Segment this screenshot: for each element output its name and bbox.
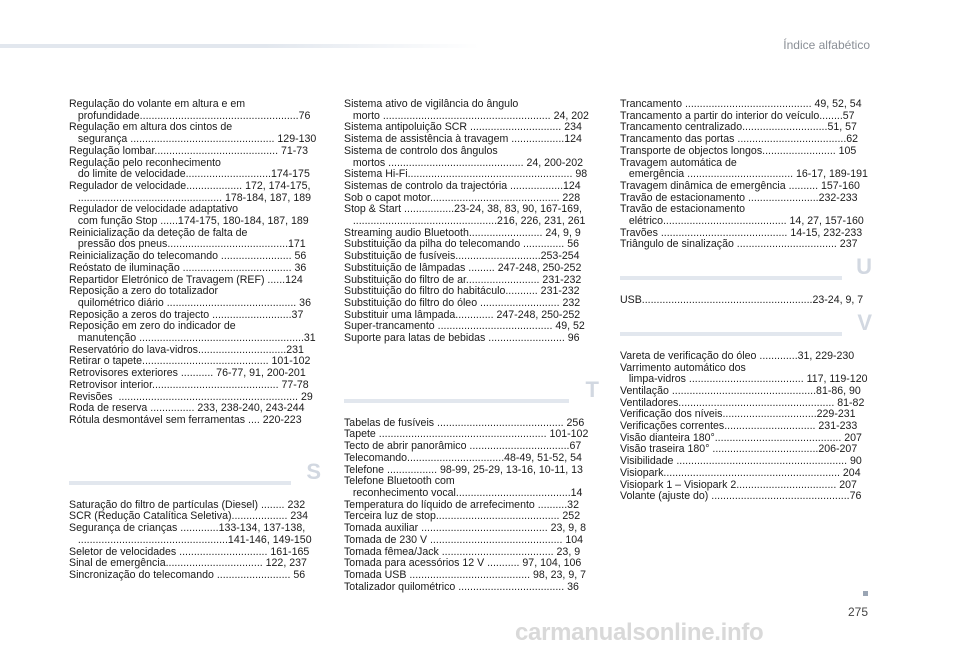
section-letter-t: T [585,376,599,402]
index-entry: ...................................................141-146, 149-150 [69,533,312,546]
index-entry: Sistema de assistência à travagem ..................124 [344,133,582,146]
index-entry: Volante (ajuste do) ...............................................76 [620,490,862,503]
index-entry: USB..........................................................23-24, 9, 7 [620,294,864,307]
index-entry: Tapete ......................................................... 101-102 [344,428,589,441]
index-entry: Segurança de crianças .............133-134, 137-138, [69,522,306,535]
index-column-1 [69,99,321,582]
section-divider-v [620,309,872,343]
index-entry: Visibilidade .......................................................... 90 [620,455,862,468]
index-entry: emergência .................................... 16-17, 189-191 [620,168,868,181]
entries-t-cont [620,99,872,251]
index-entry: Tomada para acessórios 12 V ........... 97, 104, 106 [344,557,582,570]
section-letter-s: S [306,458,321,484]
index-entry: Travão de estacionamento [620,203,746,216]
index-entry: Totalizador quilométrico .................................... 36 [344,580,579,593]
index-entry: Regulador de velocidade................... 172, 174-175, [69,179,311,192]
section-letter-u: U [856,254,872,280]
index-entry: Transporte de objectos longos......................... 105 [620,144,857,157]
index-entry: Regulação lombar.......................................... 71-73 [69,144,309,157]
section-rule [620,332,842,336]
index-entry: Super-trancamento ....................................... 49, 52 [344,320,585,333]
index-entry: Retrovisor interior........................................... 77-78 [69,378,309,391]
index-entry: Visiopark 1 – Visiopark 2.................................. 207 [620,478,857,491]
index-entry: com função Stop ......174-175, 180-184, 187, 189 [69,215,309,228]
index-entry: Trancamento ........................................... 49, 52, 54 [620,98,862,110]
index-entry: Tomada de 230 V ............................................. 104 [344,533,584,546]
index-entry: limpa-vidros ....................................... 117, 119-120 [620,373,868,386]
index-entry: mortos .............................................. 24, 200-202 [344,156,584,169]
index-entry: Travões ........................................... 14-15, 232-233 [620,226,863,239]
index-entry: Sistema antipoluição SCR ............................... 234 [344,121,582,134]
index-entry: Tomada fêmea/Jack ...................................... 23, 9 [344,545,581,558]
index-entry: Substituição do filtro de ar......................... 231-232 [344,273,582,286]
index-entry: Substituição de fusíveis.............................253-254 [344,250,580,263]
index-entry: Sob o capot motor............................................ 228 [344,191,581,204]
entries-s [69,500,321,582]
index-entry: Reinicialização do telecomando ........................ 56 [69,250,307,263]
index-entry: Streaming audio Bluetooth......................... 24, 9, 9 [344,226,581,239]
index-entry: Repartidor Eletrónico de Travagem (REF) ......124 [69,273,303,286]
index-entry: Visiopark............................................................ 204 [620,466,861,479]
index-entry: profundidade......................................................76 [69,109,311,122]
index-entry: Substituir uma lâmpada............. 247-248, 250-252 [344,308,581,321]
index-entry: Vareta de verificação do óleo .............31, 229-230 [620,349,855,362]
index-entry: Verificações correntes............................... 231-233 [620,420,858,433]
index-entry: Travagem dinâmica de emergência .......... 157-160 [620,179,860,192]
index-entry: Regulação pelo reconhecimento [69,156,221,169]
entries-s-cont [344,99,599,345]
index-entry: elétrico.......................................... 14, 27, 157-160 [620,215,864,228]
index-entry: Tecto de abrir panorâmico ..................................67 [344,440,582,453]
index-entry: Ventilação .................................................81-86, 90 [620,384,861,397]
index-entry: Trancamento a partir do interior do veículo........57 [620,109,855,122]
section-divider-t [344,376,599,410]
index-entry: Reposição em zero do indicador de [69,320,236,333]
header-rule [0,44,480,48]
column-gap [69,427,321,456]
index-entry: Reinicialização da deteção de falta de [69,226,248,239]
index-entry: Stop & Start .................23-24, 38, 83, 90, 167-169, [344,203,582,216]
page-header-title: Índice alfabético [783,38,870,52]
index-entry: manutenção ........................................................31 [69,332,316,345]
watermark: carmanualsonline.info [515,619,764,646]
index-entry: Substituição de lâmpadas ......... 247-248, 250-252 [344,261,582,274]
index-entry: segurança ................................................. 129-130 [69,133,317,146]
index-entry: Terceira luz de stop.......................................... 252 [344,510,581,523]
index-entry: reconhecimento vocal.......................................14 [344,486,583,499]
index-entry: Reposição a zeros do trajecto ...........................37 [69,308,304,321]
index-entry: Varrimento automático dos [620,361,746,374]
index-entry: Retrovisores exteriores ........... 76-77, 91, 200-201 [69,367,306,380]
page-marker [863,591,868,596]
index-entry: Telecomando.................................48-49, 51-52, 54 [344,451,582,464]
index-entry: Trancamento das portas .....................................62 [620,133,859,146]
index-entry: Reservatório do lava-vidros..............................231 [69,343,304,356]
index-entry: Sinal de emergência................................. 122, 237 [69,557,307,570]
entries-t [344,418,599,594]
index-entry: Tomada USB ......................................... 98, 23, 9, 7 [344,568,586,581]
section-rule [620,276,842,280]
index-entry: Revisões ............................................................. 29 [69,390,313,403]
index-entry: Sistema Hi-Fi........................................................ 98 [344,168,588,181]
index-entry: .................................................216, 226, 231, 261 [344,215,586,228]
index-entry: Substituição da pilha do telecomando .............. 56 [344,238,579,251]
index-entry: pressão dos pneus.........................................171 [69,238,306,251]
index-entry: Sistema ativo de vigilância do ângulo [344,98,519,110]
page-number: 275 [847,605,868,619]
column-gap [344,345,599,374]
index-entry: Visão traseira 180° ....................................206-207 [620,443,858,456]
index-entry: Ventiladores..................................................... 81-82 [620,396,865,409]
index-column-3 [620,99,872,503]
index-entry: Verificação dos níveis................................229-231 [620,408,856,421]
section-rule [344,399,569,403]
index-entry: Tomada auxiliar ........................................... 23, 9, 8 [344,522,586,535]
index-entry: SCR (Redução Catalítica Seletiva)................... 234 [69,510,309,523]
index-entry: Visão dianteira 180°........................................... 207 [620,431,862,444]
index-entry: morto ......................................................... 24, 202 [344,109,589,122]
entries-v [620,351,872,503]
index-entry: Substituição do filtro do habitáculo........... 231-232 [344,285,580,298]
index-entry: Temperatura do líquido de arrefecimento ..........32 [344,498,579,511]
index-entry: Rótula desmontável sem ferramentas .... 220-223 [69,413,302,426]
section-letter-v: V [857,309,872,335]
index-entry: Reposição a zero do totalizador [69,285,218,298]
section-rule [69,481,291,485]
index-entry: Telefone Bluetooth com [344,475,455,488]
entries-r [69,99,321,427]
index-entry: Sistema de controlo dos ângulos [344,144,498,157]
index-entry: Regulação em altura dos cintos de [69,121,233,134]
index-entry: Suporte para latas de bebidas .......................... 96 [344,332,580,345]
index-entry: Seletor de velocidades .............................. 161-165 [69,545,310,558]
index-column-2 [344,99,599,593]
index-entry: Saturação do filtro de partículas (Diesel) ........ 232 [69,498,306,511]
index-entry: Triângulo de sinalização .................................. 237 [620,238,858,251]
entries-u [620,295,872,307]
index-entry: Substituição do filtro do óleo ........................... 232 [344,296,581,309]
index-entry: Roda de reserva ............... 233, 238-240, 243-244 [69,402,305,415]
index-entry: quilométrico diário ............................................ 36 [69,296,311,309]
index-entry: Regulador de velocidade adaptativo [69,203,239,216]
index-entry: Regulação do volante em altura e em [69,98,246,110]
index-entry: Travagem automática de [620,156,737,169]
index-entry: Trancamento centralizado.............................51, 57 [620,121,857,134]
index-entry: Tabelas de fusíveis ........................................... 256 [344,416,585,429]
index-entry: ................................................. 178-184, 187, 189 [69,191,311,204]
index-entry: Sincronização do telecomando ......................... 56 [69,568,306,581]
index-entry: Sistemas de controlo da trajectória ..................124 [344,179,581,192]
index-entry: Telefone ................. 98-99, 25-29, 13-16, 10-11, 13 [344,463,583,476]
section-divider-u [620,254,872,287]
index-entry: do limite de velocidade.............................174-175 [69,168,310,181]
section-divider-s [69,458,321,492]
index-entry: Travão de estacionamento ........................232-233 [620,191,858,204]
index-entry: Retirar o tapete........................................... 101-102 [69,355,311,368]
index-entry: Reóstato de iluminação ..................................... 36 [69,261,307,274]
